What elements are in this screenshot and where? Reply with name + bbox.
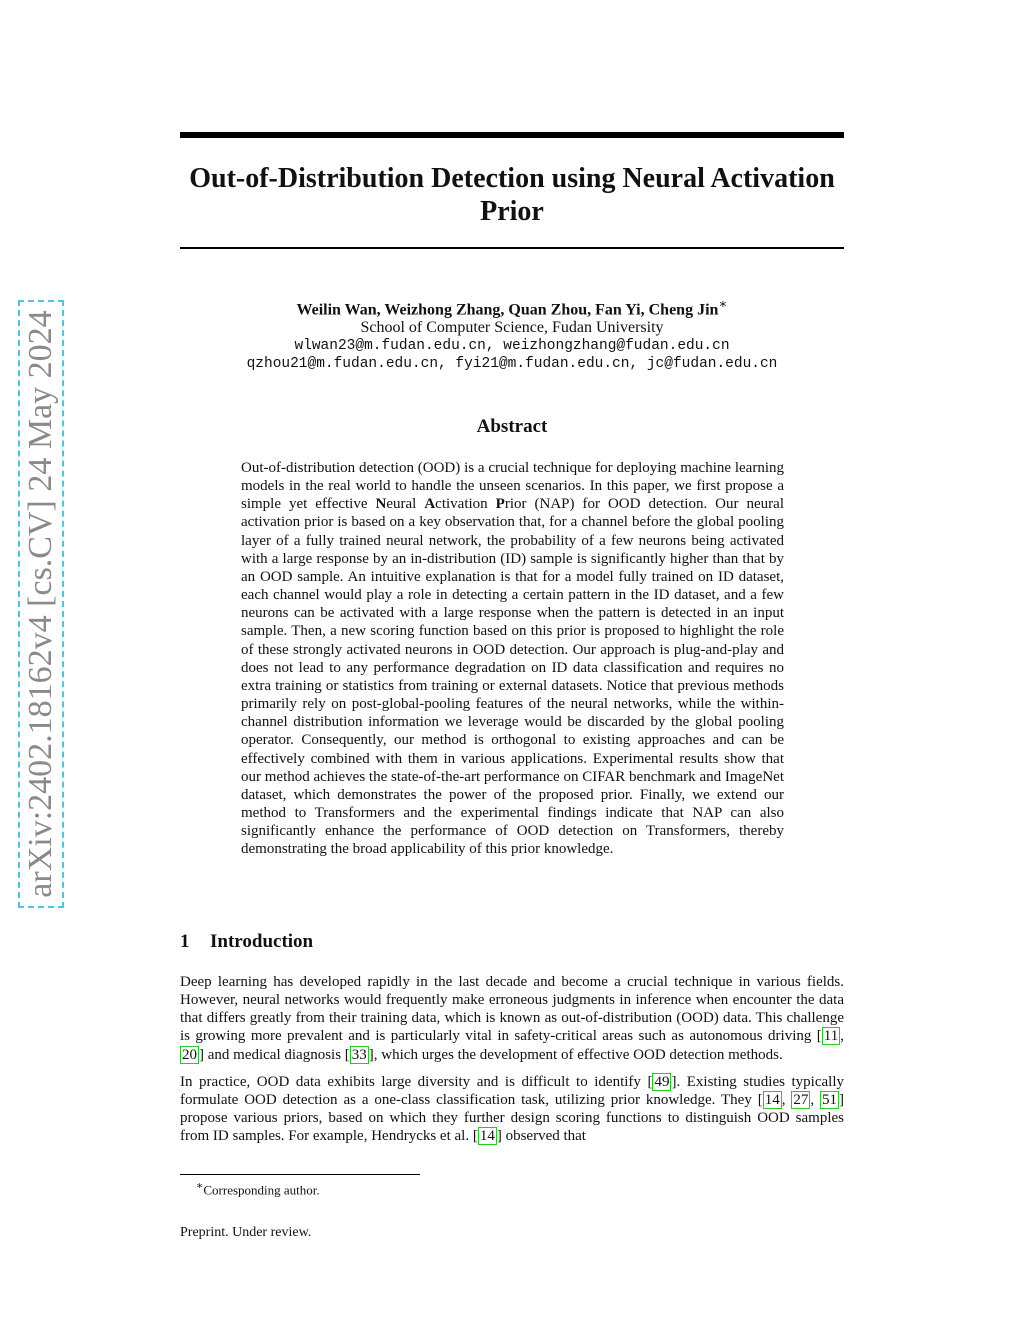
arxiv-identifier: arXiv:2402.18162v4 [cs.CV] 24 May 2024 [22, 310, 59, 898]
citation-link[interactable]: 27 [793, 1091, 809, 1108]
paragraph: In practice, OOD data exhibits large diversity and is difficult to identify [ 49 ]. Existing studies typically formulate OOD detection as a one-class classification task, utilizing prior knowledge. They [ 14 , 27 , 51 ] propose various priors, based on which they further design scoring functions to distinguish OOD samples from ID samples. For example, Hendrycks et al. [ 14 ] observed that [180, 1073, 844, 1145]
title-bottom-rule [180, 247, 844, 249]
paragraph: Deep learning has developed rapidly in the last decade and become a crucial technique in various fields. However, neural networks would frequently make erroneous judgments in inference when encounter the data that differs greatly from their training data, which is known as out-of-distribution (OOD) data. This challenge is growing more prevalent and is particularly vital in safety-critical areas such as autonomous driving [ 11 , 20 ] and medical diagnosis [ 33 ], which urges the development of effective OOD detection methods. [180, 974, 844, 1063]
section-heading-introduction: 1 Introduction [180, 931, 314, 952]
citation-link[interactable]: 14 [479, 1128, 495, 1145]
citation-link[interactable]: 51 [822, 1091, 837, 1108]
page-footer: Preprint. Under review. [180, 1225, 312, 1240]
title-top-rule [180, 132, 844, 138]
arxiv-identifier-link[interactable] [18, 300, 64, 908]
introduction-body [180, 973, 844, 1154]
footnote-rule [180, 1174, 420, 1175]
author-block [180, 295, 844, 373]
emails-line-2: qzhou21@m.fudan.edu.cn, fyi21@m.fudan.edu.cn, jc@fudan.edu.cn [246, 356, 778, 373]
abstract-heading: Abstract [476, 416, 548, 437]
footnote: ∗Corresponding author. [196, 1180, 320, 1198]
citation-link[interactable]: 49 [654, 1073, 670, 1090]
paper-title: Out-of-Distribution Detection using Neural Activation Prior [189, 163, 835, 227]
author-names: Weilin Wan, Weizhong Zhang, Quan Zhou, Fan Yi, Cheng Jin∗ [296, 296, 728, 319]
emails-line-1: wlwan23@m.fudan.edu.cn, weizhongzhang@fudan.edu.cn [294, 338, 730, 355]
citation-link[interactable]: 14 [764, 1091, 780, 1108]
citation-link[interactable]: 20 [182, 1046, 197, 1063]
citation-link[interactable]: 33 [351, 1046, 367, 1063]
abstract-text: Out-of-distribution detection (OOD) is a crucial technique for deploying machine learning models in the real world to handle the unseen scenarios. In this paper, we first propose a simple yet effective Neural Activation Prior (NAP) for OOD detection. Our neural activation prior is based on a key observation that, for a channel before the global pooling layer of a fully trained neural network, the probability of a few neurons being activated with a large response by an in-distribution (ID) sample is significantly higher than that by an OOD sample. An intuitive explanation is that for a model fully trained on ID dataset, each channel would play a role in detecting a certain pattern in the ID dataset, and a few neurons can be activated with a large response when the pattern is detected in an input sample. Then, a new scoring function based on this prior is proposed to highlight the role of these strongly activated neurons in OOD detection. Our approach is plug-and-play and does not lead to any performance degradation on ID data classification and requires no extra training or statistics from training or external datasets. Notice that previous methods primarily rely on post-global-pooling features of the neural networks, while the within-channel distribution information we leverage would be discarded by the global pooling operator. Consequently, our method is orthogonal to existing approaches and can be effectively combined with them in various applications. Experimental results show that our method achieves the state-of-the-art performance on CIFAR benchmark and ImageNet dataset, which demonstrates the power of the proposed prior. Finally, we extend our method to Transformers and the experimental findings indicate that NAP can also significantly enhance the performance of OOD detection on Transformers, thereby demonstrating the broad applicability of this prior knowledge. [241, 460, 784, 858]
citation-link[interactable]: 11 [823, 1028, 839, 1045]
affiliation: School of Computer Science, Fudan University [360, 319, 664, 337]
